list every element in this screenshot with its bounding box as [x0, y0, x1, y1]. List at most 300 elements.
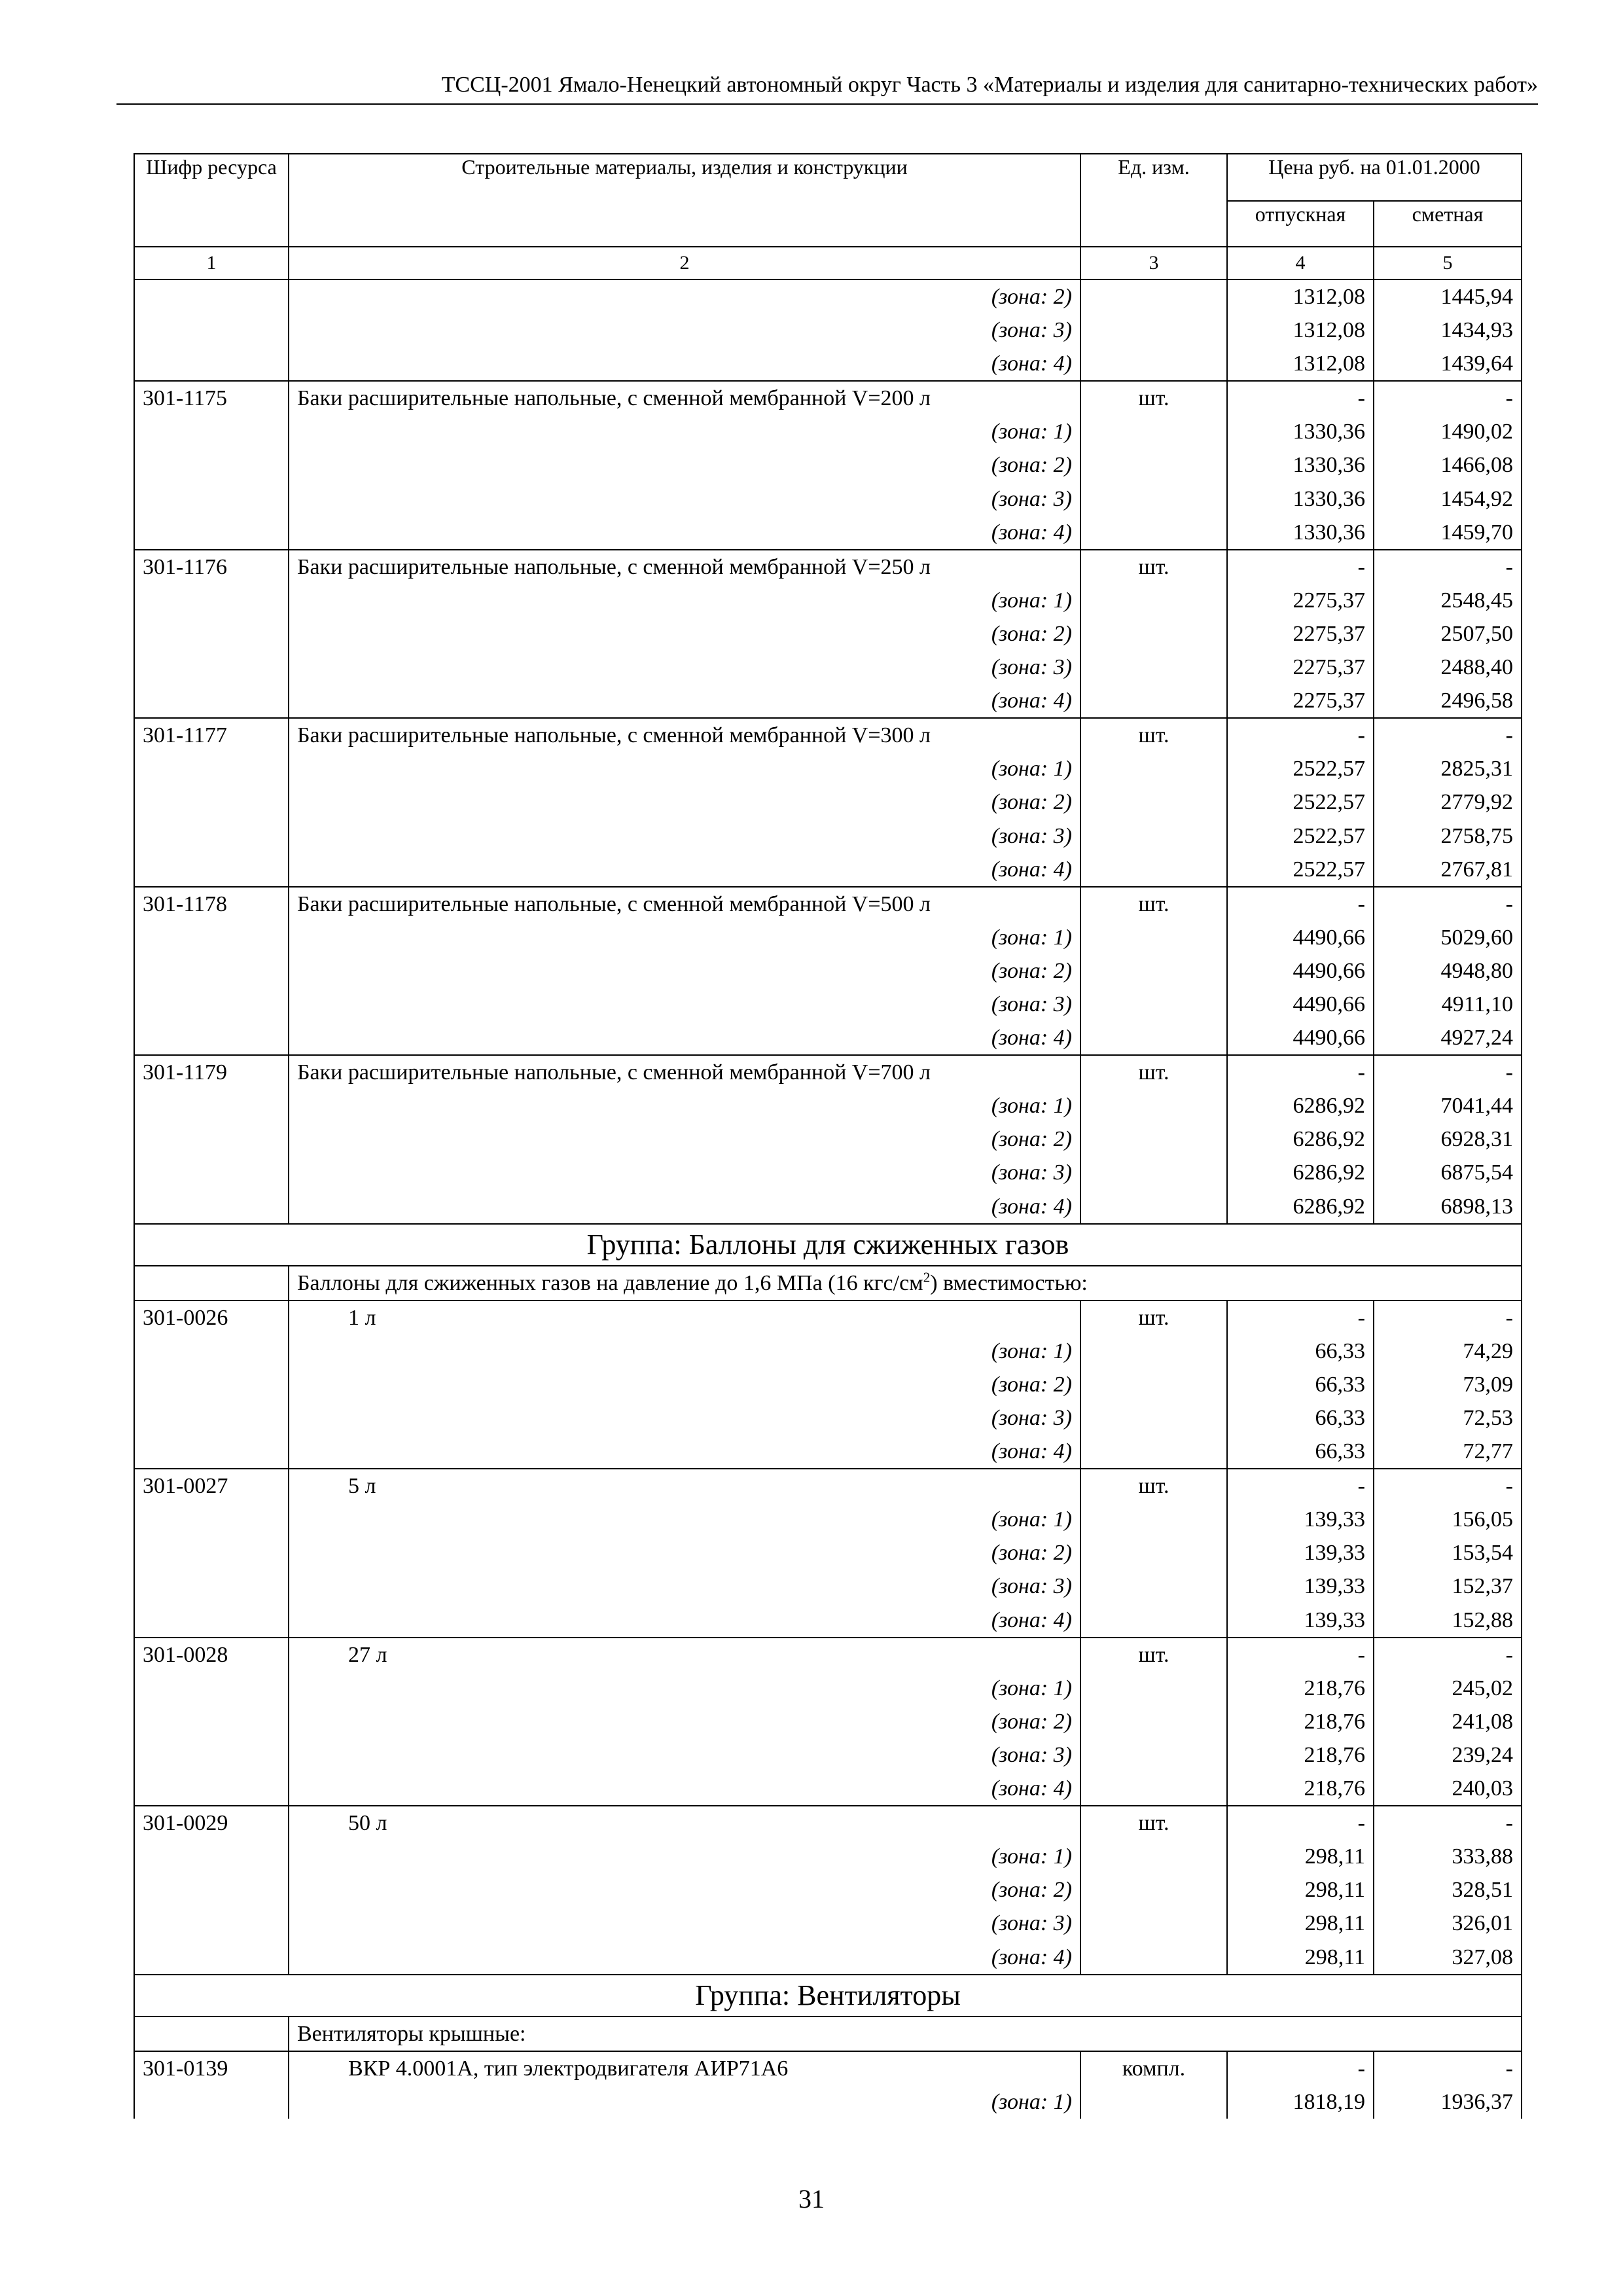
estimate-price: 1434,93	[1374, 314, 1522, 347]
table-row	[134, 1570, 1522, 1603]
table-row	[134, 448, 1522, 482]
unit-cell	[1080, 1435, 1227, 1469]
zone-label: (зона: 2)	[289, 785, 1080, 819]
table-row	[134, 988, 1522, 1021]
estimate-price: -	[1374, 718, 1522, 752]
release-price: 139,33	[1227, 1604, 1374, 1638]
code-cell	[134, 516, 289, 550]
code-cell	[134, 1705, 289, 1738]
release-price: 6286,92	[1227, 1190, 1374, 1224]
code-cell	[134, 2017, 289, 2051]
table-row	[134, 785, 1522, 819]
table-row	[134, 1638, 1522, 1672]
release-price: 218,76	[1227, 1772, 1374, 1806]
estimate-price: 5029,60	[1374, 921, 1522, 954]
code-cell	[134, 988, 289, 1021]
code-cell	[134, 584, 289, 617]
code-cell	[134, 314, 289, 347]
code-cell	[134, 1604, 289, 1638]
release-price: 298,11	[1227, 1840, 1374, 1873]
code-cell	[134, 1840, 289, 1873]
table-row	[134, 347, 1522, 381]
zone-label: (зона: 2)	[289, 617, 1080, 651]
release-price: 298,11	[1227, 1873, 1374, 1907]
release-price: 4490,66	[1227, 921, 1374, 954]
estimate-price: -	[1374, 1300, 1522, 1335]
unit-cell	[1080, 584, 1227, 617]
unit-cell	[1080, 1604, 1227, 1638]
release-price: 66,33	[1227, 1335, 1374, 1368]
estimate-price: 152,37	[1374, 1570, 1522, 1603]
code-cell	[134, 347, 289, 381]
unit-cell	[1080, 617, 1227, 651]
table-row	[134, 2085, 1522, 2119]
release-price: 4490,66	[1227, 1021, 1374, 1055]
code-cell	[134, 415, 289, 448]
code-cell	[134, 1570, 289, 1603]
release-price: 2522,57	[1227, 819, 1374, 853]
unit-cell	[1080, 448, 1227, 482]
group-title: Группа: Вентиляторы	[134, 1975, 1522, 2017]
code-cell	[134, 1503, 289, 1536]
zone-label: (зона: 4)	[289, 1190, 1080, 1224]
zone-label: (зона: 4)	[289, 684, 1080, 718]
table-row	[134, 954, 1522, 988]
code-cell	[134, 482, 289, 516]
unit-cell	[1080, 988, 1227, 1021]
release-price: 2275,37	[1227, 584, 1374, 617]
unit-cell	[1080, 1156, 1227, 1189]
unit-cell	[1080, 819, 1227, 853]
release-price: 1330,36	[1227, 448, 1374, 482]
release-price: 2275,37	[1227, 651, 1374, 684]
unit-cell	[1080, 1672, 1227, 1705]
zone-label: (зона: 2)	[289, 1122, 1080, 1156]
code-cell	[134, 819, 289, 853]
code-cell	[134, 1266, 289, 1300]
table-row	[134, 584, 1522, 617]
resource-code: 301-0027	[134, 1469, 289, 1503]
unit-cell: шт.	[1080, 550, 1227, 584]
estimate-price: 73,09	[1374, 1368, 1522, 1401]
zone-label: (зона: 2)	[289, 279, 1080, 314]
estimate-price: 6928,31	[1374, 1122, 1522, 1156]
table-row	[134, 617, 1522, 651]
table-row	[134, 752, 1522, 785]
estimate-price: 1459,70	[1374, 516, 1522, 550]
zone-label: (зона: 1)	[289, 1089, 1080, 1122]
estimate-price: 327,08	[1374, 1941, 1522, 1975]
code-cell	[134, 752, 289, 785]
estimate-price: 1454,92	[1374, 482, 1522, 516]
zone-label: (зона: 1)	[289, 2085, 1080, 2119]
zone-label: (зона: 1)	[289, 584, 1080, 617]
estimate-price: 2496,58	[1374, 684, 1522, 718]
resource-name: 27 л	[289, 1638, 1080, 1672]
release-price: 1312,08	[1227, 347, 1374, 381]
code-cell	[134, 1435, 289, 1469]
zone-label: (зона: 3)	[289, 1907, 1080, 1940]
table-row	[134, 279, 1522, 314]
resource-code: 301-1176	[134, 550, 289, 584]
estimate-price: 6875,54	[1374, 1156, 1522, 1189]
release-price: 298,11	[1227, 1907, 1374, 1940]
release-price: 1818,19	[1227, 2085, 1374, 2119]
unit-cell	[1080, 516, 1227, 550]
release-price: 1330,36	[1227, 482, 1374, 516]
resource-code: 301-0028	[134, 1638, 289, 1672]
resource-code: 301-1178	[134, 887, 289, 921]
estimate-price: 4927,24	[1374, 1021, 1522, 1055]
resource-code: 301-0139	[134, 2051, 289, 2085]
unit-cell: шт.	[1080, 1300, 1227, 1335]
release-price: 218,76	[1227, 1738, 1374, 1772]
estimate-price: 2825,31	[1374, 752, 1522, 785]
zone-label: (зона: 3)	[289, 819, 1080, 853]
unit-cell	[1080, 1503, 1227, 1536]
table-row	[134, 1122, 1522, 1156]
estimate-price: -	[1374, 1638, 1522, 1672]
resource-name: ВКР 4.0001А, тип электродвигателя АИР71А6	[289, 2051, 1080, 2085]
code-cell	[134, 1368, 289, 1401]
release-price: 218,76	[1227, 1672, 1374, 1705]
header-unit: Ед. изм.	[1080, 154, 1227, 247]
release-price: 1330,36	[1227, 516, 1374, 550]
resource-name: Баки расширительные напольные, с сменной мембранной V=500 л	[289, 887, 1080, 921]
code-cell	[134, 1122, 289, 1156]
unit-cell	[1080, 1401, 1227, 1435]
release-price: 4490,66	[1227, 954, 1374, 988]
table-row	[134, 381, 1522, 415]
unit-cell: компл.	[1080, 2051, 1227, 2085]
zone-label: (зона: 3)	[289, 1401, 1080, 1435]
unit-cell	[1080, 921, 1227, 954]
resource-name: 1 л	[289, 1300, 1080, 1335]
unit-cell	[1080, 1840, 1227, 1873]
estimate-price: 156,05	[1374, 1503, 1522, 1536]
unit-cell	[1080, 347, 1227, 381]
resource-name: Баки расширительные напольные, с сменной мембранной V=700 л	[289, 1055, 1080, 1089]
subgroup-text: ) вместимостью:	[930, 1270, 1088, 1295]
zone-label: (зона: 4)	[289, 1772, 1080, 1806]
release-price: -	[1227, 1469, 1374, 1503]
zone-label: (зона: 4)	[289, 516, 1080, 550]
table-row	[134, 415, 1522, 448]
table-row	[134, 1907, 1522, 1940]
estimate-price: 2758,75	[1374, 819, 1522, 853]
estimate-price: 4948,80	[1374, 954, 1522, 988]
unit-cell: шт.	[1080, 1055, 1227, 1089]
subgroup-row	[134, 2017, 1522, 2051]
zone-label: (зона: 4)	[289, 1604, 1080, 1638]
code-cell	[134, 1907, 289, 1940]
estimate-price: 2488,40	[1374, 651, 1522, 684]
unit-cell	[1080, 853, 1227, 887]
release-price: -	[1227, 718, 1374, 752]
estimate-price: 240,03	[1374, 1772, 1522, 1806]
estimate-price: 72,77	[1374, 1435, 1522, 1469]
unit-cell	[1080, 1705, 1227, 1738]
zone-label: (зона: 4)	[289, 1435, 1080, 1469]
code-cell	[134, 1873, 289, 1907]
zone-label: (зона: 1)	[289, 752, 1080, 785]
estimate-price: -	[1374, 1806, 1522, 1840]
table-row	[134, 1840, 1522, 1873]
estimate-price: 2767,81	[1374, 853, 1522, 887]
unit-cell: шт.	[1080, 718, 1227, 752]
table-row	[134, 1672, 1522, 1705]
unit-cell	[1080, 1122, 1227, 1156]
unit-cell	[1080, 415, 1227, 448]
release-price: 139,33	[1227, 1570, 1374, 1603]
header-code: Шифр ресурса	[134, 154, 289, 247]
header-price: Цена руб. на 01.01.2000	[1227, 154, 1522, 201]
code-cell	[134, 1672, 289, 1705]
table-row	[134, 2051, 1522, 2085]
unit-cell	[1080, 785, 1227, 819]
zone-label: (зона: 3)	[289, 1738, 1080, 1772]
estimate-price: 328,51	[1374, 1873, 1522, 1907]
unit-cell	[1080, 314, 1227, 347]
estimate-price: 241,08	[1374, 1705, 1522, 1738]
col-number: 3	[1080, 247, 1227, 279]
code-cell	[134, 1190, 289, 1224]
release-price: 4490,66	[1227, 988, 1374, 1021]
unit-cell	[1080, 1335, 1227, 1368]
zone-label: (зона: 1)	[289, 921, 1080, 954]
release-price: 2522,57	[1227, 785, 1374, 819]
estimate-price: 1936,37	[1374, 2085, 1522, 2119]
table-row	[134, 1401, 1522, 1435]
code-cell	[134, 684, 289, 718]
unit-cell	[1080, 1772, 1227, 1806]
code-cell	[134, 279, 289, 314]
table-row	[134, 684, 1522, 718]
code-cell	[134, 1738, 289, 1772]
unit-cell: шт.	[1080, 381, 1227, 415]
page-number: 31	[798, 2184, 825, 2214]
estimate-price: 6898,13	[1374, 1190, 1522, 1224]
zone-label: (зона: 1)	[289, 1335, 1080, 1368]
table-row	[134, 1469, 1522, 1503]
resource-name: 5 л	[289, 1469, 1080, 1503]
table-row	[134, 1536, 1522, 1570]
zone-label: (зона: 1)	[289, 1503, 1080, 1536]
zone-label: (зона: 3)	[289, 1570, 1080, 1603]
code-cell	[134, 1536, 289, 1570]
unit-cell	[1080, 1021, 1227, 1055]
estimate-price: -	[1374, 550, 1522, 584]
table-body	[134, 279, 1522, 2119]
unit-cell: шт.	[1080, 887, 1227, 921]
release-price: -	[1227, 1055, 1374, 1089]
resource-code: 301-1177	[134, 718, 289, 752]
estimate-price: 1445,94	[1374, 279, 1522, 314]
unit-cell	[1080, 1570, 1227, 1603]
zone-label: (зона: 2)	[289, 1536, 1080, 1570]
table-row	[134, 1738, 1522, 1772]
release-price: 66,33	[1227, 1435, 1374, 1469]
release-price: 66,33	[1227, 1401, 1374, 1435]
table-row	[134, 482, 1522, 516]
zone-label: (зона: 2)	[289, 954, 1080, 988]
estimate-price: 7041,44	[1374, 1089, 1522, 1122]
zone-label: (зона: 4)	[289, 853, 1080, 887]
group-heading-row	[134, 1224, 1522, 1266]
estimate-price: 239,24	[1374, 1738, 1522, 1772]
estimate-price: -	[1374, 1055, 1522, 1089]
unit-cell	[1080, 1190, 1227, 1224]
unit-cell	[1080, 1907, 1227, 1940]
estimate-price: 152,88	[1374, 1604, 1522, 1638]
release-price: 2522,57	[1227, 853, 1374, 887]
unit-cell	[1080, 684, 1227, 718]
estimate-price: 326,01	[1374, 1907, 1522, 1940]
unit-cell	[1080, 1089, 1227, 1122]
release-price: -	[1227, 1638, 1374, 1672]
code-cell	[134, 1941, 289, 1975]
code-cell	[134, 853, 289, 887]
code-cell	[134, 617, 289, 651]
header-release: отпускная	[1227, 201, 1374, 247]
code-cell	[134, 785, 289, 819]
table-row	[134, 1156, 1522, 1189]
subgroup-title	[289, 1266, 1522, 1300]
col-number: 5	[1374, 247, 1522, 279]
release-price: 6286,92	[1227, 1122, 1374, 1156]
estimate-price: 74,29	[1374, 1335, 1522, 1368]
code-cell	[134, 2085, 289, 2119]
unit-cell	[1080, 1368, 1227, 1401]
table-row	[134, 1300, 1522, 1335]
table-row	[134, 651, 1522, 684]
resource-code: 301-0029	[134, 1806, 289, 1840]
code-cell	[134, 651, 289, 684]
resource-code: 301-1179	[134, 1055, 289, 1089]
resource-name: Баки расширительные напольные, с сменной мембранной V=300 л	[289, 718, 1080, 752]
release-price: -	[1227, 550, 1374, 584]
release-price: 6286,92	[1227, 1089, 1374, 1122]
estimate-price: 2507,50	[1374, 617, 1522, 651]
release-price: 139,33	[1227, 1536, 1374, 1570]
release-price: 2275,37	[1227, 617, 1374, 651]
table-row	[134, 921, 1522, 954]
estimate-price: 1490,02	[1374, 415, 1522, 448]
release-price: -	[1227, 887, 1374, 921]
resource-name: 50 л	[289, 1806, 1080, 1840]
unit-cell	[1080, 1873, 1227, 1907]
estimate-price: 2548,45	[1374, 584, 1522, 617]
release-price: -	[1227, 2051, 1374, 2085]
unit-cell: шт.	[1080, 1806, 1227, 1840]
code-cell	[134, 921, 289, 954]
unit-cell: шт.	[1080, 1638, 1227, 1672]
table-row	[134, 819, 1522, 853]
zone-label: (зона: 3)	[289, 988, 1080, 1021]
code-cell	[134, 448, 289, 482]
zone-label: (зона: 2)	[289, 1368, 1080, 1401]
header-estimate: сметная	[1374, 201, 1522, 247]
release-price: 6286,92	[1227, 1156, 1374, 1189]
table-row	[134, 1089, 1522, 1122]
estimate-price: 72,53	[1374, 1401, 1522, 1435]
code-cell	[134, 1156, 289, 1189]
page-header: ТССЦ-2001 Ямало-Ненецкий автономный округ Часть 3 «Материалы и изделия для санитарно-технических работ»	[116, 71, 1538, 105]
estimate-price: -	[1374, 381, 1522, 415]
estimate-price: -	[1374, 2051, 1522, 2085]
col-number: 4	[1227, 247, 1374, 279]
superscript: 2	[923, 1269, 931, 1285]
zone-label: (зона: 1)	[289, 415, 1080, 448]
table-row	[134, 1503, 1522, 1536]
release-price: -	[1227, 381, 1374, 415]
resource-name: Баки расширительные напольные, с сменной мембранной V=200 л	[289, 381, 1080, 415]
zone-label: (зона: 4)	[289, 347, 1080, 381]
zone-label: (зона: 3)	[289, 482, 1080, 516]
zone-label: (зона: 2)	[289, 1705, 1080, 1738]
table-row	[134, 314, 1522, 347]
release-price: 1312,08	[1227, 314, 1374, 347]
estimate-price: 245,02	[1374, 1672, 1522, 1705]
zone-label: (зона: 2)	[289, 448, 1080, 482]
subgroup-row	[134, 1266, 1522, 1300]
release-price: 2522,57	[1227, 752, 1374, 785]
unit-cell: шт.	[1080, 1469, 1227, 1503]
release-price: -	[1227, 1806, 1374, 1840]
zone-label: (зона: 4)	[289, 1941, 1080, 1975]
price-table	[134, 153, 1522, 2119]
table-row	[134, 1055, 1522, 1089]
group-heading-row	[134, 1975, 1522, 2017]
estimate-price: 333,88	[1374, 1840, 1522, 1873]
unit-cell	[1080, 482, 1227, 516]
table-row	[134, 1435, 1522, 1469]
unit-cell	[1080, 651, 1227, 684]
table-row	[134, 1772, 1522, 1806]
table-row	[134, 516, 1522, 550]
resource-code: 301-1175	[134, 381, 289, 415]
release-price: 139,33	[1227, 1503, 1374, 1536]
code-cell	[134, 1401, 289, 1435]
resource-name: Баки расширительные напольные, с сменной мембранной V=250 л	[289, 550, 1080, 584]
release-price: 1330,36	[1227, 415, 1374, 448]
estimate-price: 153,54	[1374, 1536, 1522, 1570]
release-price: 2275,37	[1227, 684, 1374, 718]
estimate-price: -	[1374, 1469, 1522, 1503]
table-row	[134, 1873, 1522, 1907]
table-row	[134, 1190, 1522, 1224]
zone-label: (зона: 4)	[289, 1021, 1080, 1055]
release-price: 1312,08	[1227, 279, 1374, 314]
zone-label: (зона: 2)	[289, 1873, 1080, 1907]
code-cell	[134, 1021, 289, 1055]
estimate-price: 2779,92	[1374, 785, 1522, 819]
unit-cell	[1080, 2085, 1227, 2119]
table-row	[134, 718, 1522, 752]
code-cell	[134, 1089, 289, 1122]
table-row	[134, 1705, 1522, 1738]
table-row	[134, 887, 1522, 921]
release-price: 218,76	[1227, 1705, 1374, 1738]
estimate-price: 1439,64	[1374, 347, 1522, 381]
unit-cell	[1080, 1941, 1227, 1975]
table-row	[134, 1021, 1522, 1055]
zone-label: (зона: 1)	[289, 1840, 1080, 1873]
table-row	[134, 1335, 1522, 1368]
col-number: 2	[289, 247, 1080, 279]
subgroup-title: Вентиляторы крышные:	[289, 2017, 1522, 2051]
table-row	[134, 1604, 1522, 1638]
